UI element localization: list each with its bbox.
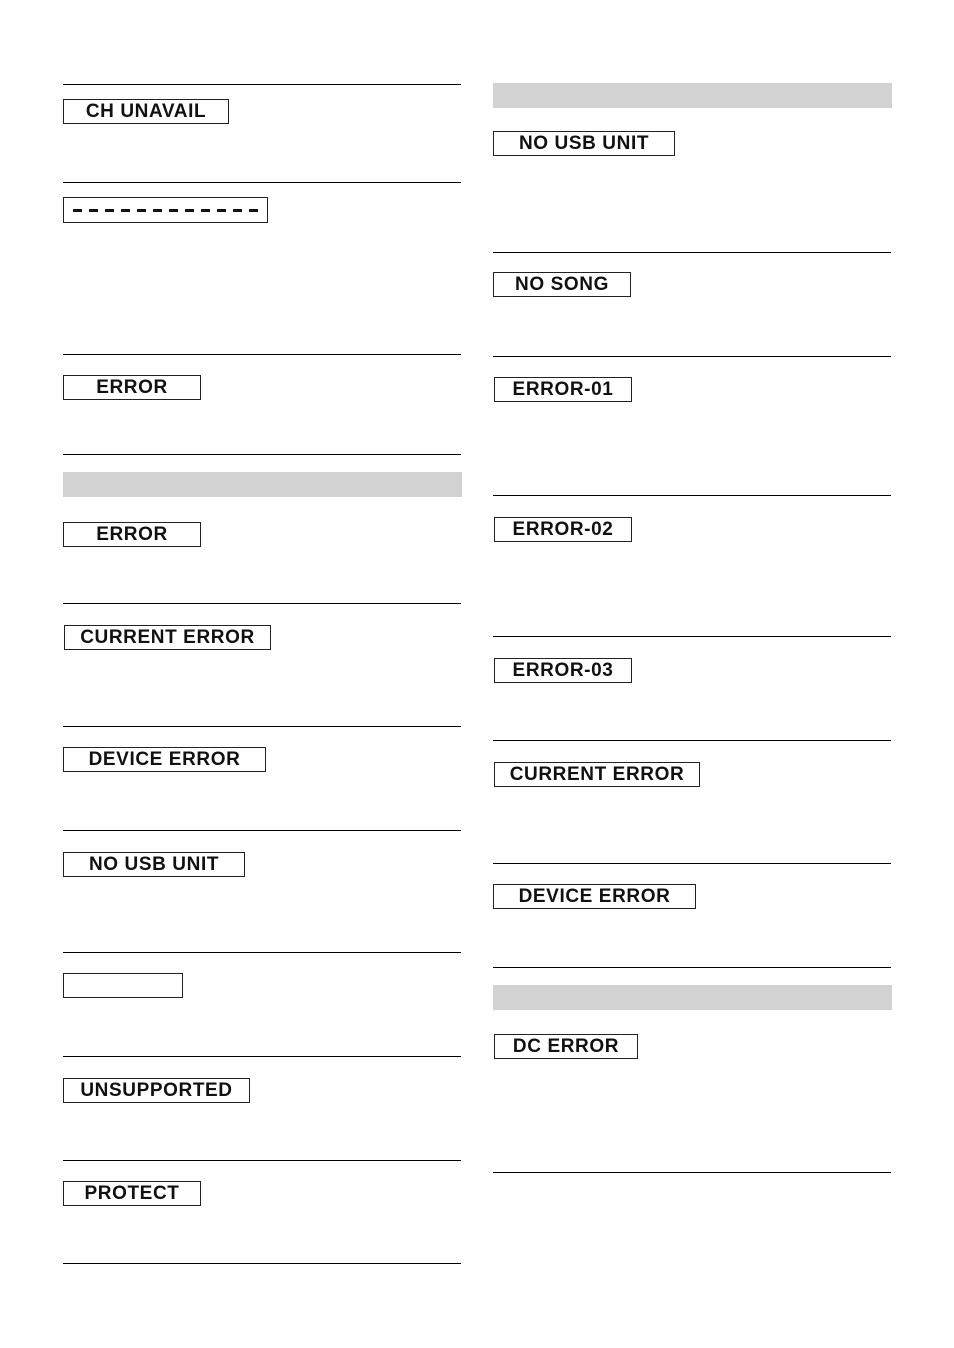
device-error-display: DEVICE ERROR bbox=[493, 884, 696, 909]
divider bbox=[63, 1263, 461, 1264]
section-header-band bbox=[493, 985, 892, 1010]
current-error-display: CURRENT ERROR bbox=[494, 762, 700, 787]
section-header-band bbox=[493, 83, 892, 108]
error-display: ERROR bbox=[63, 375, 201, 400]
ch-unavail-display: CH UNAVAIL bbox=[63, 99, 229, 124]
divider bbox=[493, 1172, 891, 1173]
error-01-display: ERROR-01 bbox=[494, 377, 632, 402]
divider bbox=[493, 967, 891, 968]
dashes-display bbox=[63, 197, 268, 223]
blank-display bbox=[63, 973, 183, 998]
divider bbox=[493, 356, 891, 357]
dashes-display-text bbox=[73, 209, 259, 212]
divider bbox=[63, 354, 461, 355]
divider bbox=[493, 495, 891, 496]
divider bbox=[63, 454, 461, 455]
section-header-band bbox=[63, 472, 462, 497]
device-error-display: DEVICE ERROR bbox=[63, 747, 266, 772]
error-02-display: ERROR-02 bbox=[494, 517, 632, 542]
divider bbox=[493, 740, 891, 741]
divider bbox=[63, 182, 461, 183]
no-usb-unit-display: NO USB UNIT bbox=[63, 852, 245, 877]
divider bbox=[63, 1160, 461, 1161]
divider bbox=[63, 1056, 461, 1057]
divider bbox=[493, 863, 891, 864]
divider bbox=[63, 830, 461, 831]
protect-display: PROTECT bbox=[63, 1181, 201, 1206]
error-display: ERROR bbox=[63, 522, 201, 547]
current-error-display: CURRENT ERROR bbox=[64, 625, 271, 650]
divider bbox=[493, 636, 891, 637]
divider bbox=[63, 726, 461, 727]
divider bbox=[63, 952, 461, 953]
unsupported-display: UNSUPPORTED bbox=[63, 1078, 250, 1103]
divider bbox=[493, 252, 891, 253]
divider bbox=[63, 603, 461, 604]
divider bbox=[63, 84, 461, 85]
error-03-display: ERROR-03 bbox=[494, 658, 632, 683]
no-song-display: NO SONG bbox=[493, 272, 631, 297]
dc-error-display: DC ERROR bbox=[494, 1034, 638, 1059]
no-usb-unit-display: NO USB UNIT bbox=[493, 131, 675, 156]
